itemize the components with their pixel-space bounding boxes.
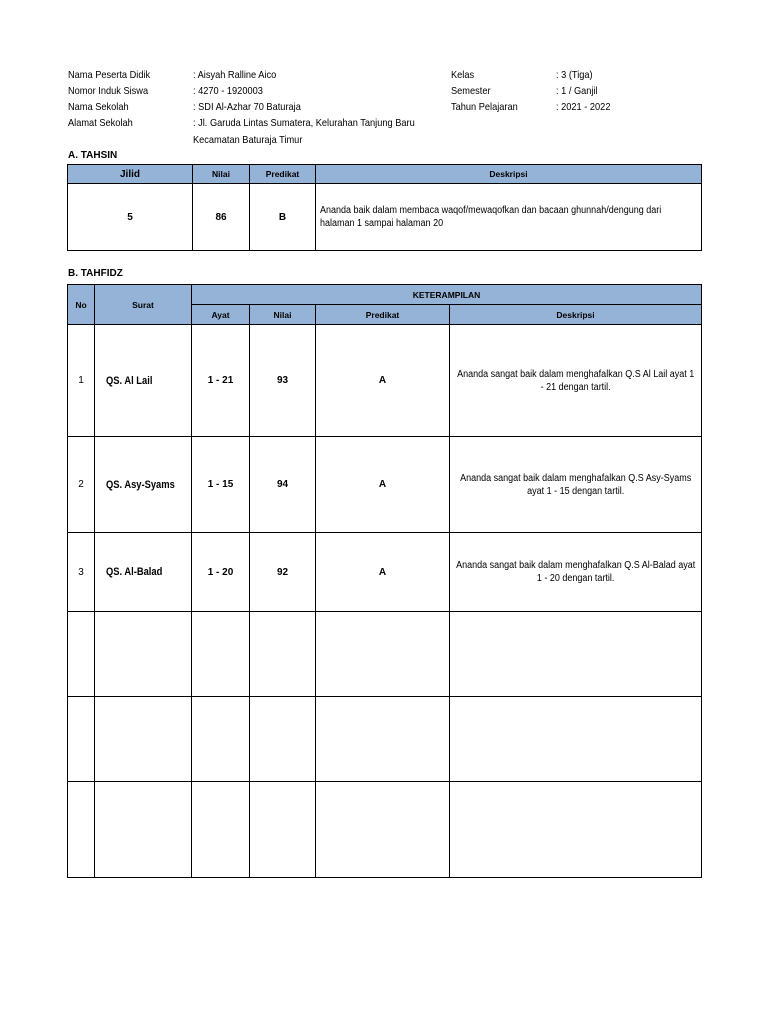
tahsin-predikat: B: [250, 184, 316, 251]
row-nilai: 92: [250, 533, 316, 612]
table-row-empty: [68, 697, 702, 782]
tahfidz-header-keterampilan: KETERAMPILAN: [192, 285, 702, 305]
tahsin-header-predikat: Predikat: [250, 165, 316, 184]
year-value: : 2021 - 2022: [556, 101, 611, 113]
tahfidz-header-nilai: Nilai: [250, 305, 316, 325]
tahfidz-header-surat: Surat: [95, 285, 192, 325]
semester-value: : 1 / Ganjil: [556, 85, 598, 97]
row-ayat: 1 - 21: [192, 325, 250, 437]
row-surat: QS. Al-Balad: [95, 533, 192, 612]
class-label: Kelas: [451, 69, 475, 81]
table-row: [68, 437, 702, 533]
tahfidz-table: [67, 284, 702, 878]
row-surat: QS. Asy-Syams: [95, 437, 192, 533]
address-value: : Jl. Garuda Lintas Sumatera, Kelurahan Tanjung Baru: [193, 117, 415, 129]
row-predikat: A: [316, 437, 450, 533]
table-row: [68, 325, 702, 437]
row-no: 1: [68, 325, 95, 437]
class-value: : 3 (Tiga): [556, 69, 593, 81]
tahsin-header-deskripsi: Deskripsi: [316, 165, 702, 184]
name-value: : Aisyah Ralline Aico: [193, 69, 277, 81]
nis-value: : 4270 - 1920003: [193, 85, 263, 97]
row-surat: QS. Al Lail: [95, 325, 192, 437]
row-predikat: A: [316, 533, 450, 612]
tahsin-title: A. TAHSIN: [68, 150, 118, 161]
row-no: 2: [68, 437, 95, 533]
tahsin-table: [67, 164, 702, 251]
school-label: Nama Sekolah: [68, 101, 129, 113]
row-ayat: 1 - 20: [192, 533, 250, 612]
row-ayat: 1 - 15: [192, 437, 250, 533]
tahfidz-header-predikat: Predikat: [316, 305, 450, 325]
tahfidz-header-no: No: [68, 285, 95, 325]
tahsin-header-jilid: Jilid: [68, 165, 193, 184]
row-no: 3: [68, 533, 95, 612]
address-value-2: Kecamatan Baturaja Timur: [193, 134, 303, 146]
tahfidz-header-ayat: Ayat: [192, 305, 250, 325]
name-label: Nama Peserta Didik: [68, 69, 151, 81]
row-nilai: 94: [250, 437, 316, 533]
table-row-empty: [68, 782, 702, 878]
tahsin-nilai: 86: [193, 184, 250, 251]
tahfidz-title: B. TAHFIDZ: [68, 268, 123, 279]
row-predikat: A: [316, 325, 450, 437]
tahsin-row: [68, 184, 702, 251]
year-label: Tahun Pelajaran: [451, 101, 518, 113]
table-row-empty: [68, 612, 702, 697]
row-deskripsi: Ananda sangat baik dalam menghafalkan Q.S Al Lail ayat 1 - 21 dengan tartil.: [450, 325, 702, 437]
address-label: Alamat Sekolah: [68, 117, 133, 129]
table-row: [68, 533, 702, 612]
nis-label: Nomor Induk Siswa: [68, 85, 149, 97]
tahsin-jilid: 5: [68, 184, 193, 251]
row-deskripsi: Ananda sangat baik dalam menghafalkan Q.S Asy-Syams ayat 1 - 15 dengan tartil.: [450, 437, 702, 533]
row-deskripsi: Ananda sangat baik dalam menghafalkan Q.S Al-Balad ayat 1 - 20 dengan tartil.: [450, 533, 702, 612]
row-nilai: 93: [250, 325, 316, 437]
school-value: : SDI Al-Azhar 70 Baturaja: [193, 101, 301, 113]
tahfidz-header-deskripsi: Deskripsi: [450, 305, 702, 325]
tahsin-deskripsi: Ananda baik dalam membaca waqof/mewaqofkan dan bacaan ghunnah/dengung dari halaman 1 sampai halaman 20: [316, 184, 702, 251]
tahsin-header-nilai: Nilai: [193, 165, 250, 184]
semester-label: Semester: [451, 85, 491, 97]
